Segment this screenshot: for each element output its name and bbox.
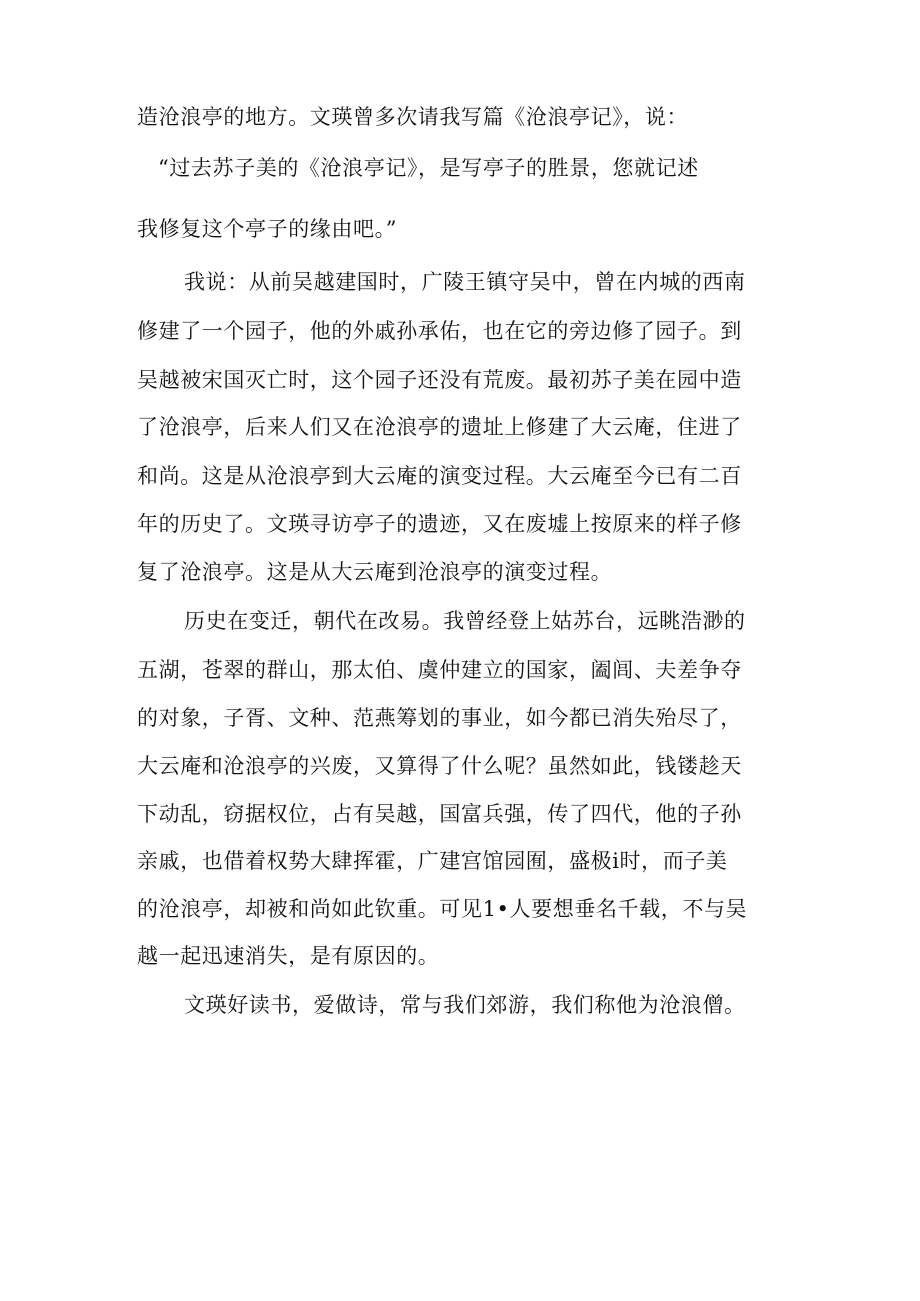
text-line: “过去苏子美的《沧浪亭记》，是写亭子的胜景，您就记述 [158,156,699,180]
text-line: 和尚。这是从沧浪亭到大云庵的演变过程。大云庵至今已有二百 [137,464,742,488]
text-line: 下动乱，窃据权位，占有吴越，国富兵强，传了四代，他的子孙 [137,802,742,826]
text-line: 历史在变迁，朝代在改易。我曾经登上姑苏台，远眺浩渺的 [184,609,746,633]
text-line: 复了沧浪亭。这是从大云庵到沧浪亭的演变过程。 [137,560,613,584]
text-line: 五湖，苍翠的群山，那太伯、虞仲建立的国家，阖闾、夫差争夺 [137,658,742,682]
text-line: 越一起迅速消失，是有原因的。 [137,944,440,968]
text-line: 的对象，子胥、文种、范燕筹划的事业，如今都已消失殆尽了， [137,706,742,730]
text-line: 造沧浪亭的地方。文瑛曾多次请我写篇《沧浪亭记》，说： [137,105,689,129]
text-line: 亲戚，也借着权势大肆挥霍，广建宫馆园囿，盛极i时，而子美 [137,849,728,873]
text-line: 我修复这个亭子的缘由吧。” [137,217,398,241]
text-line: 年的历史了。文瑛寻访亭子的遗迹，又在废墟上按原来的样子修 [137,512,742,536]
text-line: 大云庵和沧浪亭的兴废，又算得了什么呢？虽然如此，钱镂趁天 [137,754,742,778]
text-line: 修建了一个园子，他的外戚孙承佑，也在它的旁边修了园子。到 [137,319,742,343]
text-line: 吴越被宋国灭亡时，这个园子还没有荒废。最初苏子美在园中造 [137,368,742,392]
text-line: 的沧浪亭，却被和尚如此钦重。可见1•人要想垂名千载，不与吴 [137,897,748,921]
text-line: 了沧浪亭，后来人们又在沧浪亭的遗址上修建了大云庵，住进了 [137,415,742,439]
text-line: 我说：从前吴越建国时，广陵王镇守吴中，曾在内城的西南 [184,270,746,294]
text-line: 文瑛好读书，爱做诗，常与我们郊游，我们称他为沧浪僧。 [184,993,746,1017]
